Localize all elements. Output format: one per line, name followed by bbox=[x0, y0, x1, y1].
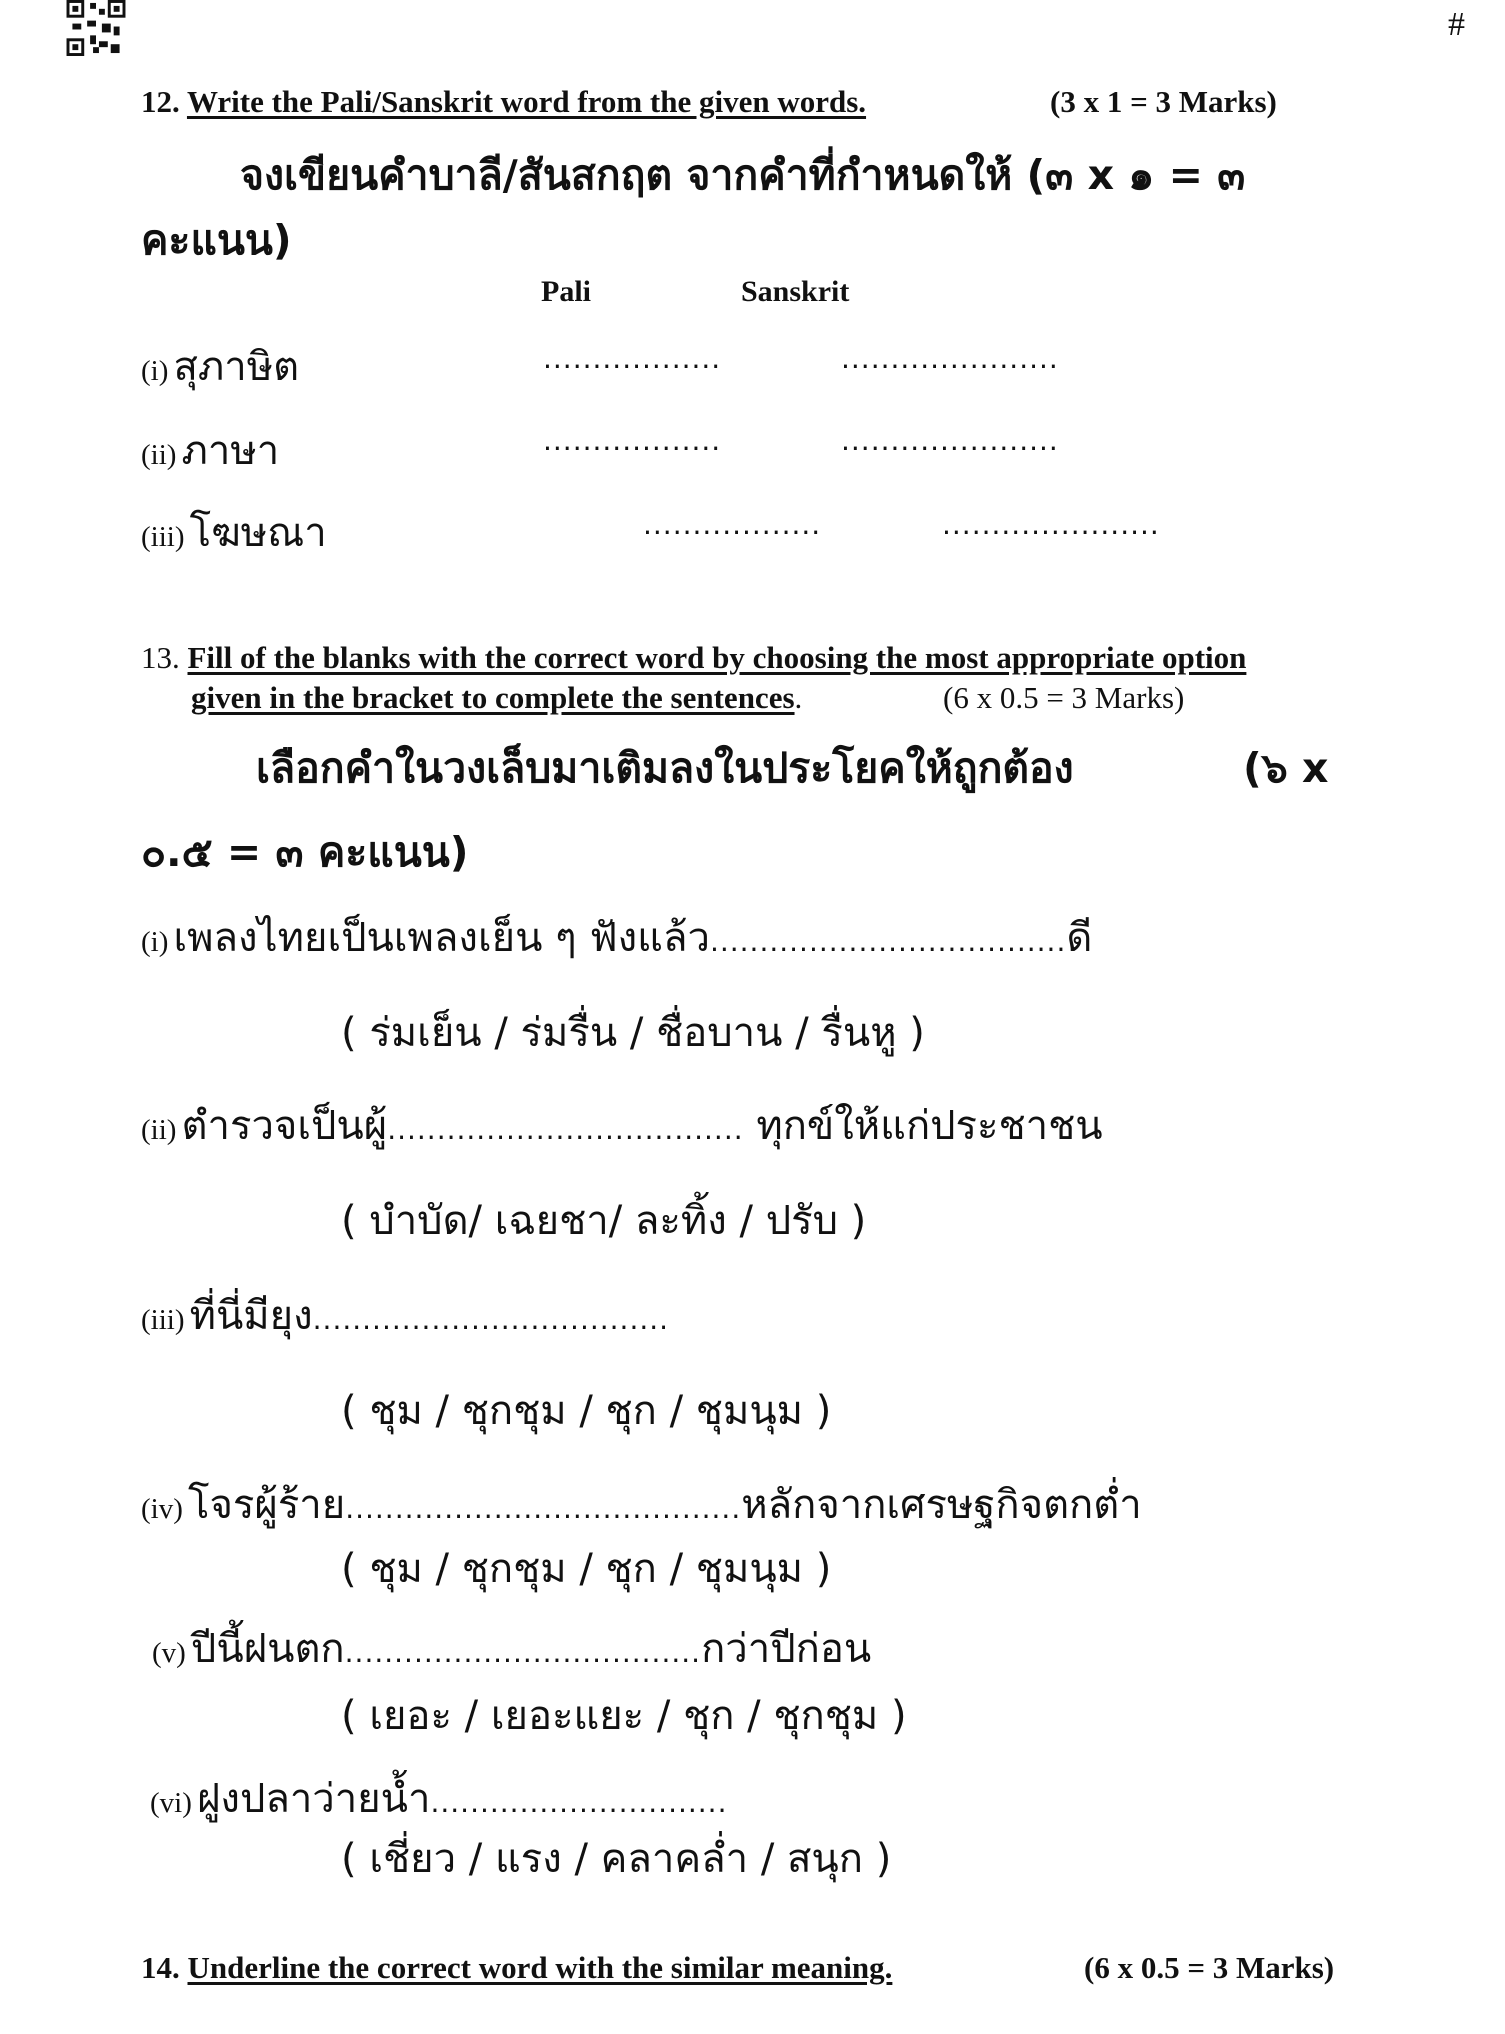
item-label: (v) bbox=[152, 1637, 186, 1669]
qr-code-icon bbox=[66, 0, 126, 56]
q14-header bbox=[141, 1950, 892, 1986]
item-label: (iii) bbox=[141, 1304, 185, 1336]
q13-header bbox=[141, 640, 1246, 676]
sentence-start: ปีนี้ฝนตก bbox=[190, 1626, 345, 1672]
q13-item bbox=[150, 1766, 727, 1830]
answer-options: ( เชี่ยว / แรง / คลาคล่ำ / สนุก ) bbox=[341, 1836, 892, 1882]
sentence-end: หลักจากเศรษฐกิจตกต่ำ bbox=[741, 1482, 1142, 1528]
item-label: (i) bbox=[141, 926, 169, 958]
item-label: (i) bbox=[141, 355, 169, 387]
q13-title-cont: given in the bracket to complete the sentences bbox=[191, 680, 795, 715]
answer-blank-sanskrit[interactable]: ...................... bbox=[841, 424, 1059, 457]
item-word: โฆษณา bbox=[189, 510, 327, 556]
q13-header-cont bbox=[191, 680, 802, 716]
answer-options: ( ชุม / ชุกชุม / ชุก / ชุมนุม ) bbox=[341, 1546, 832, 1592]
column-header-pali: Pali bbox=[541, 275, 591, 308]
q14-marks: (6 x 0.5 = 3 Marks) bbox=[1084, 1950, 1335, 1985]
q13-title: Fill of the blanks with the correct word by choosing the most appropriate option bbox=[187, 640, 1247, 675]
q12-number: 12. bbox=[141, 84, 180, 119]
sentence-end: ดี bbox=[1066, 915, 1093, 961]
answer-blank[interactable]: .................................... bbox=[344, 1636, 702, 1669]
q12-header bbox=[141, 84, 866, 120]
q14-number: 14. bbox=[141, 1950, 180, 1985]
q12-item bbox=[141, 334, 299, 398]
q13-title-period: . bbox=[794, 680, 803, 715]
item-label: (vi) bbox=[150, 1787, 192, 1819]
answer-blank[interactable]: .................................... bbox=[387, 1113, 744, 1146]
q12-title: Write the Pali/Sanskrit word from the given words. bbox=[186, 84, 867, 119]
page-marker: # bbox=[1448, 6, 1465, 43]
answer-options: ( ชุม / ชุกชุม / ชุก / ชุมนุม ) bbox=[341, 1388, 832, 1434]
q13-item bbox=[141, 905, 1092, 969]
answer-blank-pali[interactable]: .................. bbox=[543, 342, 722, 375]
answer-blank[interactable]: .............................. bbox=[430, 1786, 728, 1819]
item-label: (iv) bbox=[141, 1493, 183, 1525]
item-word: สุภาษิต bbox=[173, 344, 300, 390]
q12-thai-title-cont: คะแนน) bbox=[141, 216, 292, 264]
item-label: (ii) bbox=[141, 1114, 177, 1146]
sentence-end: ทุกข์ให้แก่ประชาชน bbox=[743, 1103, 1103, 1149]
q13-item bbox=[141, 1093, 1103, 1157]
q13-item bbox=[141, 1472, 1142, 1536]
answer-blank[interactable]: ........................................ bbox=[345, 1492, 742, 1525]
sentence-start: ตำรวจเป็นผู้ bbox=[181, 1103, 388, 1149]
q12-thai-title: จงเขียนคำบาลี/สันสกฤต จากคำที่กำหนดให้ (๓ x ๑ = ๓ bbox=[240, 151, 1246, 199]
q13-thai-title-cont: ๐.๕ = ๓ คะแนน) bbox=[141, 828, 469, 876]
q12-item bbox=[141, 418, 279, 482]
column-header-sanskrit: Sanskrit bbox=[741, 275, 850, 308]
q14-title: Underline the correct word with the similar meaning. bbox=[187, 1950, 893, 1985]
q13-item bbox=[152, 1616, 871, 1680]
q12-item bbox=[141, 500, 327, 564]
item-label: (iii) bbox=[141, 521, 185, 553]
q13-thai-title: เลือกคำในวงเล็บมาเติมลงในประโยคให้ถูกต้อง bbox=[256, 744, 1074, 792]
sentence-start: ฝูงปลาว่ายน้ำ bbox=[196, 1776, 431, 1822]
q12-marks: (3 x 1 = 3 Marks) bbox=[1050, 84, 1277, 119]
sentence-start: โจรผู้ร้าย bbox=[187, 1482, 346, 1528]
answer-options: ( ร่มเย็น / ร่มรื่น / ชื่อบาน / รื่นหู ) bbox=[341, 1010, 925, 1056]
item-word: ภาษา bbox=[181, 428, 280, 474]
sentence-start: เพลงไทยเป็นเพลงเย็น ๆ ฟังแล้ว bbox=[173, 915, 710, 961]
sentence-start: ที่นี่มียุง bbox=[189, 1293, 313, 1339]
answer-options: ( เยอะ / เยอะแยะ / ชุก / ชุกชุม ) bbox=[341, 1693, 907, 1739]
q13-thai-marks: (๖ x bbox=[1243, 744, 1329, 792]
item-label: (ii) bbox=[141, 439, 177, 471]
answer-blank-pali[interactable]: .................. bbox=[643, 508, 822, 541]
answer-blank-sanskrit[interactable]: ...................... bbox=[841, 342, 1059, 375]
answer-blank[interactable]: .................................... bbox=[312, 1303, 670, 1336]
q13-item bbox=[141, 1283, 669, 1347]
answer-options: ( บำบัด/ เฉยชา/ ละทิ้ง / ปรับ ) bbox=[341, 1198, 867, 1244]
answer-blank[interactable]: .................................... bbox=[709, 925, 1067, 958]
q13-number: 13. bbox=[141, 640, 180, 675]
answer-blank-pali[interactable]: .................. bbox=[543, 424, 722, 457]
sentence-end: กว่าปีก่อน bbox=[701, 1626, 872, 1672]
answer-blank-sanskrit[interactable]: ...................... bbox=[942, 508, 1160, 541]
q13-marks: (6 x 0.5 = 3 Marks) bbox=[943, 680, 1185, 715]
